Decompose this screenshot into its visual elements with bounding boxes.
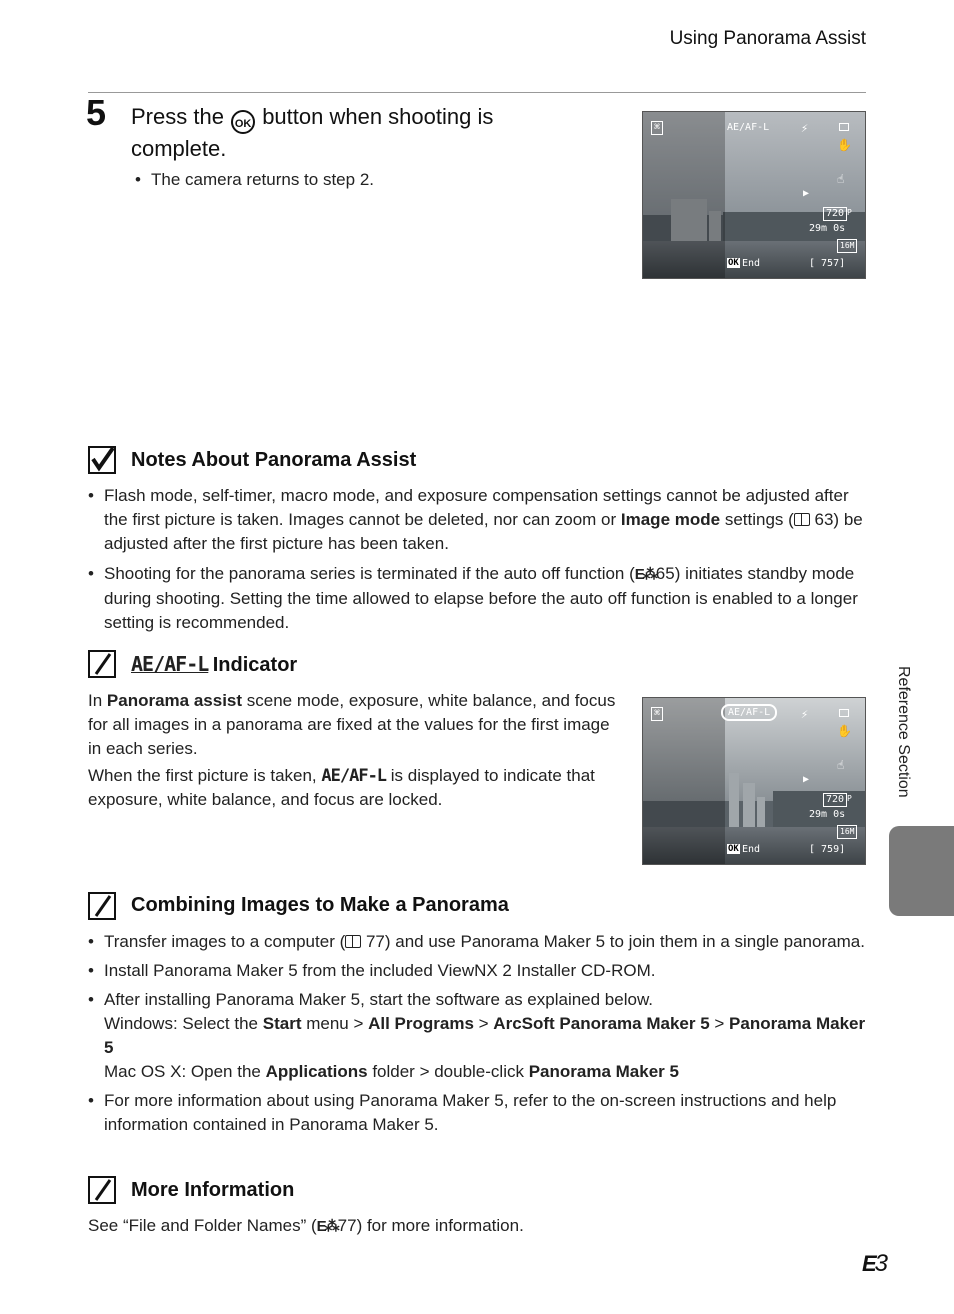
- image-size-badge: 16M: [837, 825, 857, 839]
- page-number: E3: [861, 1250, 888, 1277]
- camera-screen-image-2: [642, 697, 866, 865]
- combining-bullet-3: • After installing Panorama Maker 5, start the software as explained below. Windows: Select the Start menu > All Programs > ArcSoft Panorama Maker 5 > Panorama Maker 5 Mac OS X: Open the Applications folder > double-click Panorama Maker 5: [88, 988, 866, 1084]
- motion-detect-icon: ☝: [837, 172, 845, 186]
- aeafl-inline-icon: AE/AF-L: [321, 766, 387, 786]
- image-mode-term: Image mode: [620, 510, 721, 529]
- exposures-remaining: [ 759]: [809, 844, 846, 855]
- aeafl-indicator: AE/AF-L: [727, 122, 770, 133]
- movie-time-remaining: 29m 0s: [809, 223, 846, 234]
- side-tab-label: Reference Section: [895, 666, 912, 798]
- previous-frame-overlay: [643, 112, 725, 278]
- book-icon: [345, 935, 361, 948]
- mac-instructions: Mac OS X: Open the Applications folder > double-click Panorama Maker 5: [104, 1062, 679, 1081]
- step-title: [131, 102, 561, 163]
- combining-pencil-icon: [88, 892, 116, 925]
- notes-checkmark-icon: [88, 446, 116, 479]
- indicator-title: AE/AF-L Indicator: [131, 652, 298, 676]
- vr-icon: ✋: [837, 724, 852, 738]
- previous-frame-overlay: [643, 698, 725, 864]
- aeafl-icon: AE/AF-L: [131, 652, 209, 676]
- windows-instructions: Windows: Select the Start menu > All Programs > ArcSoft Panorama Maker 5 > Panorama Maker 5: [104, 1014, 866, 1057]
- end-label: End: [742, 844, 761, 855]
- notes-title: Notes About Panorama Assist: [131, 449, 417, 471]
- indicator-paragraph-2: When the first picture is taken, AE/AF-L is displayed to indicate that exposure, white balance, and focus are locked.: [88, 766, 595, 809]
- running-header: Using Panorama Assist: [669, 28, 866, 49]
- battery-icon: [839, 709, 849, 717]
- building: [729, 773, 739, 827]
- panorama-mode-icon: ⌘: [651, 707, 663, 721]
- ok-icon: OK: [728, 844, 739, 854]
- movie-resolution-suffix: P: [847, 208, 852, 217]
- battery-icon: [839, 123, 849, 131]
- combining-list: [88, 930, 866, 1137]
- step-number: 5: [86, 92, 107, 133]
- camera-screen-image-1: [642, 111, 866, 279]
- indicator-pencil-icon: [88, 650, 116, 683]
- notes-list: [88, 484, 866, 635]
- ok-icon: OK: [728, 258, 739, 268]
- reference-section-icon: E⁂: [316, 1218, 338, 1235]
- exposures-remaining: [ 757]: [809, 258, 846, 269]
- building: [757, 797, 765, 827]
- direction-arrow-icon: ▶: [803, 774, 810, 785]
- movie-resolution-badge: 720: [823, 207, 847, 221]
- combining-title: Combining Images to Make a Panorama: [131, 894, 509, 916]
- image-size-badge: 16M: [837, 239, 857, 253]
- side-tab-marker: [889, 826, 954, 916]
- combining-bullet-4: • For more information about using Panorama Maker 5, refer to the on-screen instructions and help information contained in Panorama Maker 5.: [88, 1089, 866, 1137]
- motion-detect-icon: ☝: [837, 758, 845, 772]
- movie-resolution-suffix: P: [847, 794, 852, 803]
- ok-button-icon: OK: [231, 110, 255, 134]
- reference-section-icon: E⁂: [634, 566, 656, 583]
- step-bullets: [135, 168, 575, 192]
- header-rule: [88, 92, 866, 93]
- notes-bullet-2: • Shooting for the panorama series is terminated if the auto off function (E⁂65) initiates standby mode during shooting. Setting the time allowed to elapse before the auto off function is enabled to a longer setting is recommended.: [88, 562, 866, 635]
- step-bullet: • The camera returns to step 2.: [135, 168, 575, 192]
- combining-bullet-2: • Install Panorama Maker 5 from the included ViewNX 2 Installer CD-ROM.: [88, 959, 866, 983]
- building: [743, 783, 755, 827]
- notes-bullet-1: • Flash mode, self-timer, macro mode, and exposure compensation settings cannot be adjusted after the first picture is taken. Images cannot be deleted, nor can zoom or Image mode settings ( 63) be adjusted after the first picture has been taken.: [88, 484, 866, 556]
- more-info-pencil-icon: [88, 1176, 116, 1209]
- book-icon: [794, 513, 810, 526]
- indicator-paragraph-1: In Panorama assist scene mode, exposure, white balance, and focus for all images in a panorama are fixed at the values for the first image in each series.: [88, 691, 616, 758]
- more-info-text: See “File and Folder Names” (E⁂77) for more information.: [88, 1214, 866, 1239]
- flash-icon: ⚡: [801, 121, 809, 135]
- movie-time-remaining: 29m 0s: [809, 809, 846, 820]
- panorama-mode-icon: ⌘: [651, 121, 663, 135]
- more-info-title: More Information: [131, 1179, 295, 1201]
- combining-bullet-1: • Transfer images to a computer ( 77) and use Panorama Maker 5 to join them in a single panorama.: [88, 930, 866, 954]
- direction-arrow-icon: ▶: [803, 188, 810, 199]
- movie-resolution-badge: 720: [823, 793, 847, 807]
- end-label: End: [742, 258, 761, 269]
- vr-icon: ✋: [837, 138, 852, 152]
- step-title-after: button when shooting is complete.: [131, 104, 494, 161]
- aeafl-indicator-highlighted: AE/AF-L: [721, 704, 777, 721]
- flash-icon: ⚡: [801, 707, 809, 721]
- reference-page-icon: E: [861, 1251, 875, 1276]
- step-title-before: Press the: [131, 104, 224, 129]
- panorama-assist-term: Panorama assist: [106, 691, 243, 710]
